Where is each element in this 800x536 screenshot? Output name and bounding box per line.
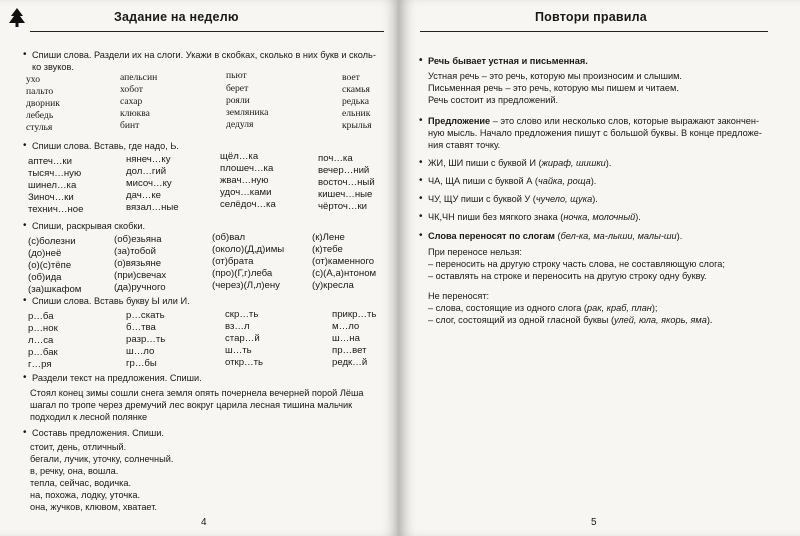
no-transfer-2: – слог, состоящий из одной гласной буквы (улей, юла, якорь, яма). xyxy=(428,315,713,325)
rule-sentence-line3: ния ставят точку. xyxy=(428,140,501,150)
page-number: 5 xyxy=(591,517,597,528)
rule-hyphenation: • Слова переносят по слогам (бел-ка, ма-лыши, малы-ши). xyxy=(428,230,682,243)
page-title: Задание на неделю xyxy=(114,10,239,24)
page-title: Повтори правила xyxy=(535,10,647,24)
hyphenation-forbidden-2: – оставлять на строке и переносить на другую строку одну букву. xyxy=(428,271,707,281)
tree-logo-icon xyxy=(8,8,26,28)
hyphenation-forbidden-title: При переносе нельзя: xyxy=(428,247,522,257)
exercise-4-instruction: • Спиши слова. Вставь букву Ы или И. xyxy=(32,295,190,307)
exercise-3-instruction: • Спиши, раскрывая скобки. xyxy=(32,220,145,232)
right-page xyxy=(398,0,800,536)
page-number: 4 xyxy=(201,517,207,528)
rule-sentence: • Предложение – это слово или несколько слов, которые выражают закончен- xyxy=(428,115,759,128)
rule-speech-oral: Устная речь – это речь, которую мы произносим и слышим. xyxy=(428,71,682,81)
rule-speech-title: • Речь бывает устная и письменная. xyxy=(428,55,588,68)
rule-zhi-shi: • ЖИ, ШИ пиши с буквой И (жираф, шишки). xyxy=(428,157,611,170)
rule-speech-written: Письменная речь – это речь, которую мы пишем и читаем. xyxy=(428,83,679,93)
exercise-5-instruction: • Раздели текст на предложения. Спиши. xyxy=(32,372,202,384)
no-transfer-title: Не переносят: xyxy=(428,291,490,301)
rule-sentence-line2: ную мысль. Начало предложения пишут с большой буквы. В конце предложе- xyxy=(428,128,762,138)
exercise-2-instruction: • Спиши слова. Вставь, где надо, Ь. xyxy=(32,140,179,152)
rule-chu-shchu: • ЧУ, ЩУ пиши с буквой У (чучело, щука). xyxy=(428,193,598,206)
hyphenation-forbidden-1: – переносить на другую строку часть слова, не составляющую слога; xyxy=(428,259,725,269)
rule-chk-chn: • ЧК,ЧН пиши без мягкого знака (ночка, молочный). xyxy=(428,211,641,224)
exercise-6-instruction: • Составь предложения. Спиши. xyxy=(32,427,164,439)
no-transfer-1: – слова, состоящие из одного слога (рак, краб, план); xyxy=(428,303,658,313)
exercise-1-instruction: • Спиши слова. Раздели их на слоги. Укажи в скобках, сколько в них букв и сколь- ко звуков. xyxy=(32,49,384,73)
left-header xyxy=(30,6,384,32)
right-header xyxy=(420,6,768,32)
rule-cha-shcha: • ЧА, ЩА пиши с буквой А (чайка, роща). xyxy=(428,175,596,188)
rule-speech-sentences: Речь состоит из предложений. xyxy=(428,95,559,105)
left-page: Задание на неделю • Спиши слова. Раздели их на слоги. Укажи в скобках, сколько в них букв и сколь- ко звуков. ухо пальто дворник лебедь стулья апельсин хобот сахар клюква бинт пьют берет рояли земляника дедуля воет скамья редька ельник крылья • Спиши слова. Вставь, где надо, Ь. аптеч…ки тысяч…ную шинел…ка Зиноч…ки технич…ное нянеч…ку дол…гий мисоч…ку дач…ке вязал…ные щёл…ка плошеч…ка жвач…ную удоч…ками селёдоч…ка поч…ка вечер…ний восточ…ный кишеч…ные чёрточ…ки • Спиши, раскрывая скобки. (с)болезни (до)неё (о)(с)тёпе (об)ида (за)шкафом (об)езьяна (за)тобой (о)вязьяне (при)свечах (да)ручного (об)вал (около)(Д,д)имы (от)брата (про)(Г,г)леба (через)(Л,л)ену (к)Лене (к)тебе (от)каменного (с)(А,а)нтоном (у)кресла • Спиши слова. Вставь букву Ы или И. р…ба р…нок л…са р…бак г…ря р…скать б…тва разр…ть ш…ло гр…бы скр…ть вз…л стар…й ш…ть откр…ть прикр…ть м…ло ш…на пр…вет редк…й • Раздели текст на предложения. Спиши. Стоял конец зимы сошли снега земля опять почернела вечерней порой Лёша шагал по тропе через дремучий лес вокруг царила лесная тишина мальчик подходил к лесной полянке • Составь предложения. Спиши. стоит, день, отличный. бегали, лучик, уточку, солнечный. в, речку, она, вошла. тепла, сейчас, водичка. на, похожа, лодку, уточка. она, жучков, клювом, хватает. 4 xyxy=(0,0,398,536)
